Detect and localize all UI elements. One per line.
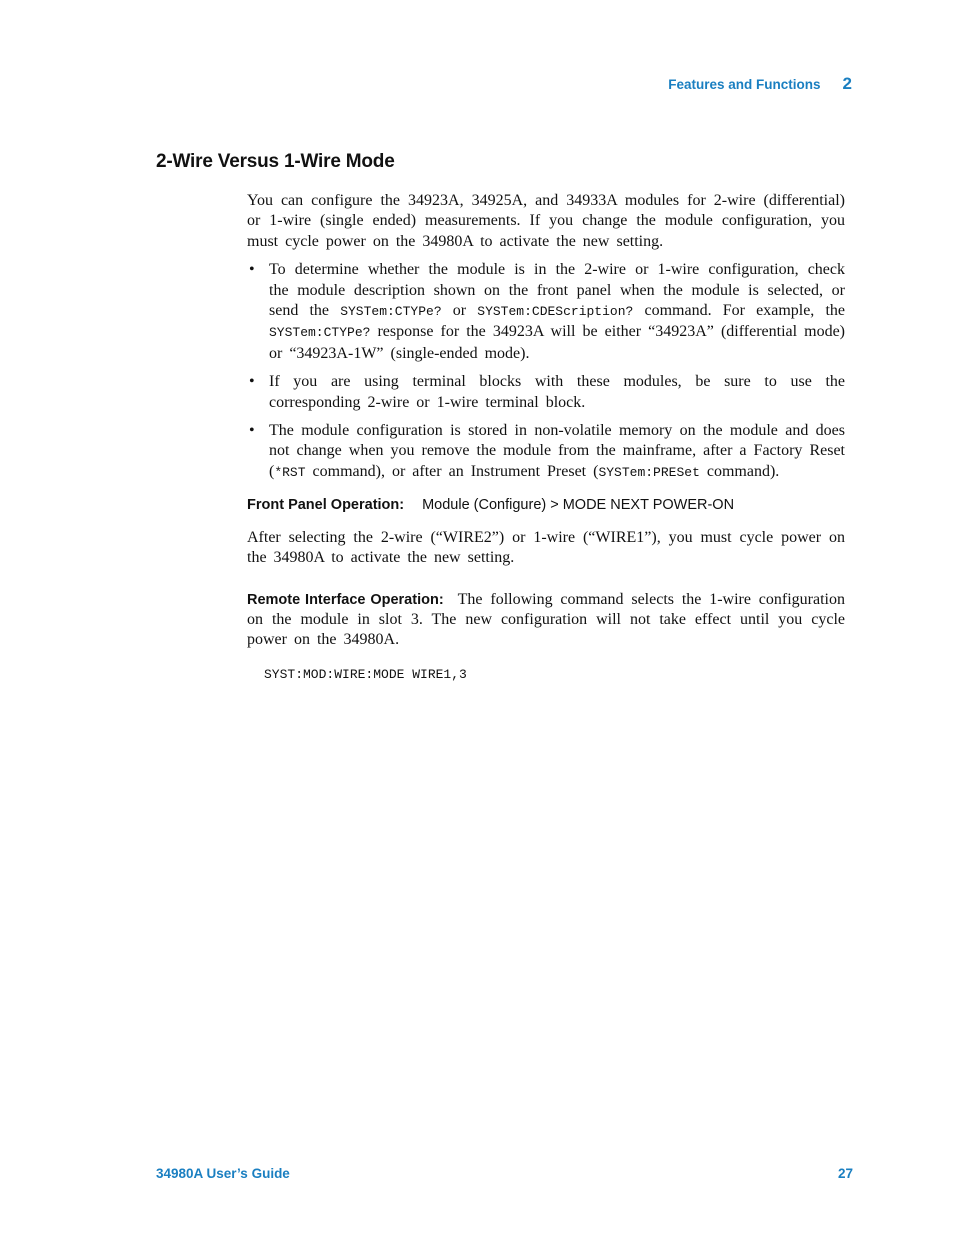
remote-interface-paragraph: [247, 590, 845, 651]
bullet-item-nonvolatile: [247, 421, 845, 483]
command-systctype: SYSTem:CTYPe?: [269, 325, 371, 341]
command-systcdescription: SYSTem:CDEScription?: [477, 304, 634, 320]
code-example: SYST:MOD:WIRE:MODE WIRE1,3: [264, 666, 467, 682]
front-panel-label: Front Panel Operation:: [247, 497, 405, 514]
bullet-icon: •: [249, 261, 255, 279]
bullet-icon: •: [249, 373, 255, 391]
header-chapter-title: Features and Functions: [668, 77, 821, 92]
section-title: 2-Wire Versus 1-Wire Mode: [156, 151, 395, 172]
remote-interface-text: The following command selects the 1-wire configuration on the module in slot 3. The new configuration will not take effect until you cycle power on the 34980A.: [247, 590, 845, 649]
bullet-item-determine-mode: [247, 260, 845, 364]
bullet-text: To determine whether the module is in the 2-wire or 1-wire configuration, check the module description shown on the front panel when the module is selected, or send the: [269, 261, 845, 320]
command-rst: *RST: [274, 464, 306, 480]
page-header: [668, 74, 852, 94]
footer-guide-title: 34980A User’s Guide: [156, 1166, 290, 1181]
bullet-text: command).: [699, 462, 780, 480]
section-body: [247, 191, 845, 685]
bullet-text: command), or after an Instrument Preset (: [305, 462, 599, 480]
command-systpreset: SYSTem:PRESet: [598, 464, 700, 480]
command-systctype: SYSTem:CTYPe?: [340, 304, 442, 320]
bullet-icon: •: [249, 422, 255, 440]
remote-interface-label: Remote Interface Operation:: [247, 591, 444, 608]
bullet-item-terminal-blocks: [247, 372, 845, 413]
footer-page-number: 27: [837, 1166, 853, 1181]
bullet-text: The module configuration is stored in non-volatile memory on the module and does not change when you remove the module from the mainframe, after a Factory Reset (: [269, 422, 845, 480]
front-panel-operation: [247, 495, 845, 515]
bullet-text: command. For example, the: [633, 302, 846, 320]
intro-paragraph: You can configure the 34923A, 34925A, and 34933A modules for 2-wire (differential) or 1-wire (single ended) measurements. If you change the module configuration, you must cycle power on the 34980A to activate the new setting.: [247, 192, 845, 250]
bullet-list: [247, 260, 845, 483]
bullet-text: or: [441, 302, 478, 320]
front-panel-paragraph: After selecting the 2-wire (“WIRE2”) or 1-wire (“WIRE1”), you must cycle power on the 34980A to activate the new setting.: [247, 528, 845, 567]
bullet-text: response for the 34923A will be either “34923A” (differential mode) or “34923A-1W” (single-ended mode).: [269, 323, 845, 362]
bullet-text: If you are using terminal blocks with these modules, be sure to use the corresponding 2-wire or 1-wire terminal block.: [269, 373, 845, 411]
front-panel-menu-path: Module (Configure) > MODE NEXT POWER-ON: [422, 497, 735, 514]
header-chapter-number: 2: [842, 74, 852, 93]
